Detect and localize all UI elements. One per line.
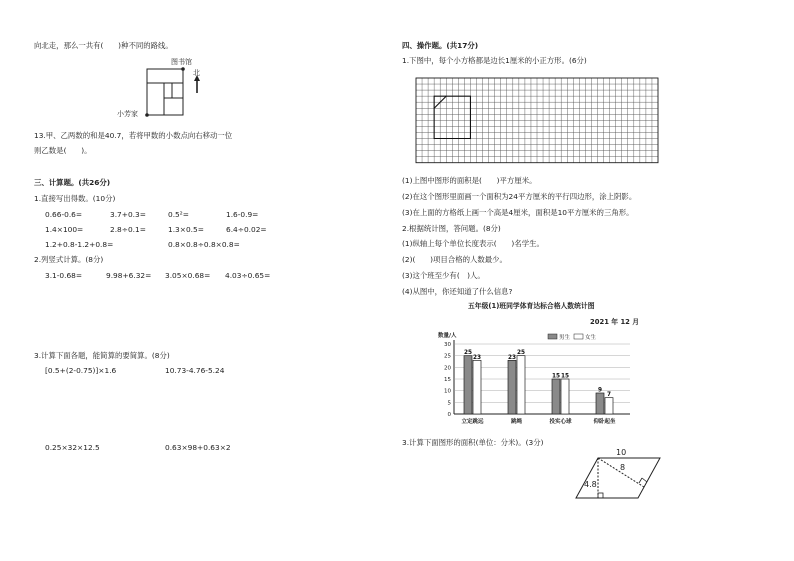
oral-calc-item: 0.66-0.6= (45, 210, 83, 219)
section-4-q1-title: 1.下图中，每个小方格都是边长1厘米的小正方形。(6分) (402, 56, 587, 65)
x-category-label: 跳绳 (510, 419, 523, 425)
section-4-q2-part4: (4)从图中，你还知道了什么信息? (402, 287, 513, 296)
parallelogram-inner-label: 8 (620, 463, 626, 472)
section-4-q2-part3: (3)这个班至少有( )人。 (402, 271, 485, 280)
route-map (142, 60, 212, 122)
oral-calc-item: 6.4÷0.02= (226, 225, 267, 234)
y-tick-label: 5 (447, 400, 451, 407)
bar-value-label: 15 (560, 373, 570, 380)
section-3-title: 三、计算题。(共26分) (34, 178, 111, 187)
vertical-calc-item: 3.1-0.68= (45, 271, 83, 280)
y-tick-label: 0 (447, 412, 451, 418)
oral-calc-item: 0.5²= (168, 210, 189, 219)
section-3-q2-title: 2.列竖式计算。(8分) (34, 255, 104, 264)
section-4-q2-part1: (1)纵轴上每个单位长度表示( )名学生。 (402, 239, 544, 248)
y-axis-label: 数量/人 (438, 333, 457, 339)
x-category-label: 立定跳远 (461, 419, 484, 425)
oral-calc-item: 2.8÷0.1= (110, 225, 146, 234)
bar-chart (436, 330, 636, 432)
question-13-line2: 则乙数是( )。 (34, 146, 92, 155)
bar-value-label: 15 (551, 373, 561, 380)
vertical-calc-item: 3.05×0.68= (165, 271, 211, 280)
parallelogram-figure (570, 450, 670, 506)
bar-value-label: 25 (463, 350, 473, 357)
home-dot (145, 113, 149, 117)
map-outline (147, 69, 183, 115)
library-dot (181, 67, 185, 71)
calc-item: 0.25×32×12.5 (45, 443, 100, 452)
question-12-text: 向北走，那么一共有( )种不同的路线。 (34, 41, 173, 50)
bar-value-label: 23 (507, 354, 517, 361)
oral-calc-item: 1.2+0.8-1.2+0.8= (45, 240, 114, 249)
x-category-label: 仰卧起坐 (593, 419, 616, 425)
chart-bar (605, 398, 613, 414)
section-4-q2-part2: (2)( )项目合格的人数最少。 (402, 255, 507, 264)
parallelogram-left-label: 4.8 (584, 480, 597, 489)
right-angle-mark (598, 493, 603, 498)
right-angle-mark (642, 478, 647, 482)
parallelogram-top-label: 10 (616, 448, 627, 457)
chart-bar (552, 379, 560, 414)
bar-value-label: 25 (516, 350, 526, 357)
chart-bar (517, 356, 525, 414)
oral-calc-item: 1.6-0.9= (226, 210, 259, 219)
legend-label: 男生 (559, 335, 571, 341)
oral-calc-item: 1.3×0.5= (168, 225, 204, 234)
chart-bar (464, 356, 472, 414)
x-category-label: 投实心球 (549, 419, 572, 425)
calc-item: [0.5+(2-0.75)]×1.6 (45, 366, 117, 375)
map-library-label: 图书馆 (171, 58, 192, 66)
section-4-q1-part2: (2)在这个图形里面画一个面积为24平方厘米的平行四边形，涂上阴影。 (402, 192, 637, 201)
section-4-q1-part1: (1)上图中图形的面积是( )平方厘米。 (402, 176, 537, 185)
oral-calc-item: 0.8×0.8÷0.8×0.8= (168, 240, 240, 249)
y-tick-label: 20 (444, 365, 451, 372)
question-13-line1: 13.甲、乙两数的和是40.7，若将甲数的小数点向右移动一位 (34, 131, 233, 140)
map-north-label: 北 (193, 69, 200, 77)
chart-bar (561, 379, 569, 414)
oral-calc-item: 1.4×100= (45, 225, 84, 234)
section-4-q3-title: 3.计算下面图形的面积(单位：分米)。(3分) (402, 438, 544, 447)
chart-bar (596, 393, 604, 414)
chart-bar (508, 360, 516, 414)
vertical-calc-item: 4.03÷0.65= (225, 271, 271, 280)
parallelogram-shape (576, 458, 660, 498)
legend-swatch-boys (548, 334, 557, 339)
grid-paper (416, 78, 658, 167)
section-4-title: 四、操作题。(共17分) (402, 41, 479, 50)
section-4-q1-part3: (3)在上面的方格纸上画一个高是4厘米，面积是10平方厘米的三角形。 (402, 208, 634, 217)
y-tick-label: 30 (444, 342, 451, 348)
right-angle-mark (639, 478, 642, 483)
section-4-q2-title: 2.根据统计图，答问题。(8分) (402, 224, 501, 233)
bar-value-label: 23 (472, 354, 482, 361)
y-tick-label: 10 (444, 388, 451, 395)
section-3-q3-title: 3.计算下面各题，能简算的要简算。(8分) (34, 351, 170, 360)
legend-label: 女生 (585, 335, 597, 341)
vertical-calc-item: 9.98+6.32= (106, 271, 152, 280)
y-tick-label: 15 (444, 377, 451, 383)
chart-subtitle: 2021 年 12 月 (590, 318, 640, 326)
bar-value-label: 7 (606, 392, 612, 399)
chart-title: 五年级(1)班同学体育达标合格人数统计图 (468, 302, 595, 310)
bar-value-label: 9 (597, 387, 603, 394)
calc-item: 10.73-4.76-5.24 (165, 366, 225, 375)
y-tick-label: 25 (444, 353, 451, 360)
calc-item: 0.63×98+0.63×2 (165, 443, 231, 452)
section-3-q1-title: 1.直接写出得数。(10分) (34, 194, 116, 203)
legend-swatch-girls (574, 334, 583, 339)
map-home-label: 小芳家 (117, 110, 138, 118)
oral-calc-item: 3.7+0.3= (110, 210, 146, 219)
chart-bar (473, 360, 481, 414)
